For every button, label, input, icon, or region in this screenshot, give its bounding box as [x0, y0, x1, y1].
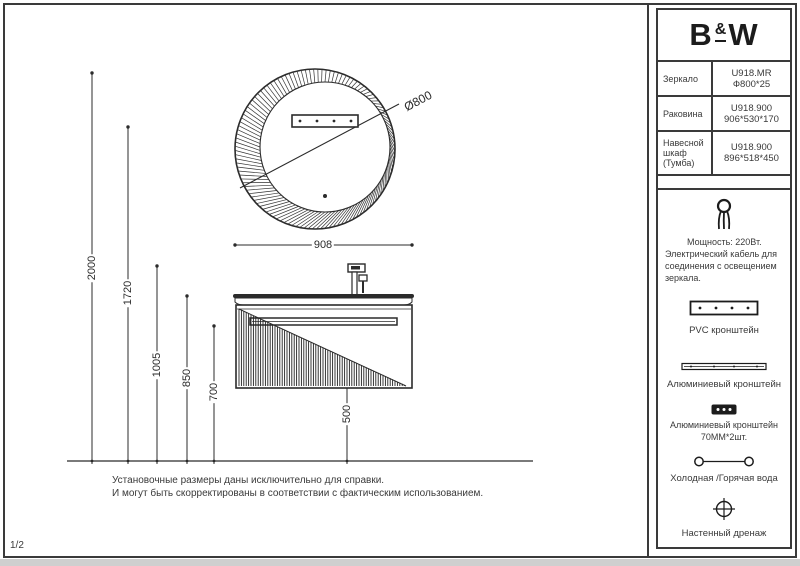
- faucet-drawing: [348, 264, 367, 295]
- pvc-bracket-icon: [689, 300, 759, 316]
- aluminium-bracket-70-icon: [711, 404, 737, 415]
- power-plug-icon: [711, 198, 737, 232]
- spec-panel: [656, 8, 792, 549]
- countertop-drawing: [233, 294, 414, 305]
- spec-size: Ф800*25: [732, 78, 771, 90]
- footnote-line-1: Установочные размеры даны исключительно для справки.: [112, 475, 385, 486]
- footnote-line-2: И могут быть скорректированы в соответствии с фактическим использованием.: [112, 488, 484, 499]
- mirror-sensor-dot: [323, 194, 327, 198]
- spec-size: 906*530*170: [724, 113, 779, 125]
- height-dimension-lines: [90, 71, 215, 464]
- mirror-drawing: [235, 69, 399, 229]
- dimension-label-1005: 1005: [151, 352, 163, 378]
- spec-size: 896*518*450: [724, 153, 779, 164]
- aluminium-bracket-label: Алюминиевый кронштейн: [666, 379, 782, 390]
- dimension-label-2000: 2000: [86, 255, 98, 281]
- water-supply-label: Холодная /Горячая вода: [670, 473, 778, 484]
- dimension-label-mirror-diameter: Ø800: [401, 87, 435, 115]
- water-supply-icon: [693, 456, 755, 467]
- cabinet-offset-line: [346, 388, 349, 464]
- power-note-text: Мощность: 220Вт. Электрический кабель для соединения с освещением зеркала.: [665, 237, 778, 283]
- spec-row-mirror: [658, 62, 790, 97]
- dimension-label-700: 700: [208, 382, 220, 402]
- spec-label: Раковина: [658, 97, 713, 130]
- brand-logo: [658, 10, 790, 62]
- cabinet-drawing: [236, 305, 412, 388]
- wall-drain-label: Настенный дренаж: [681, 528, 767, 539]
- mirror-mounting-bracket: [292, 115, 358, 127]
- brand-logo-b: B: [689, 17, 713, 52]
- brand-logo-ampersand: &: [715, 21, 727, 42]
- pvc-bracket-label: PVC кронштейн: [689, 325, 759, 336]
- brand-logo-w: W: [728, 17, 759, 52]
- page-number: 1/2: [10, 540, 24, 551]
- dimension-label-850: 850: [181, 368, 193, 388]
- spec-row-basin: [658, 97, 790, 132]
- spec-code: U918.900: [730, 142, 773, 153]
- spec-label: Зеркало: [658, 62, 713, 95]
- dimension-label-908: 908: [313, 239, 333, 251]
- dimension-label-500: 500: [341, 404, 353, 424]
- wall-drain-icon: [712, 497, 736, 521]
- aluminium-bracket-70-label: [670, 419, 778, 443]
- spec-code: U918.MR: [731, 67, 772, 79]
- aluminium-bracket-70-line2: 70ММ*2шт.: [700, 432, 748, 442]
- dimension-label-1720: 1720: [122, 280, 134, 306]
- spec-row-cabinet: [658, 132, 790, 176]
- spec-label: Навесной шкаф (Тумба): [658, 132, 713, 174]
- installation-footnote: [112, 474, 483, 500]
- table-bottom-divider: [658, 176, 790, 190]
- aluminium-bracket-70-line1: Алюминиевый кронштейн: [669, 420, 779, 430]
- aluminium-bracket-icon: [681, 362, 767, 371]
- mirror-ring-hatch: [235, 69, 395, 229]
- spec-code: U918.900: [730, 102, 773, 114]
